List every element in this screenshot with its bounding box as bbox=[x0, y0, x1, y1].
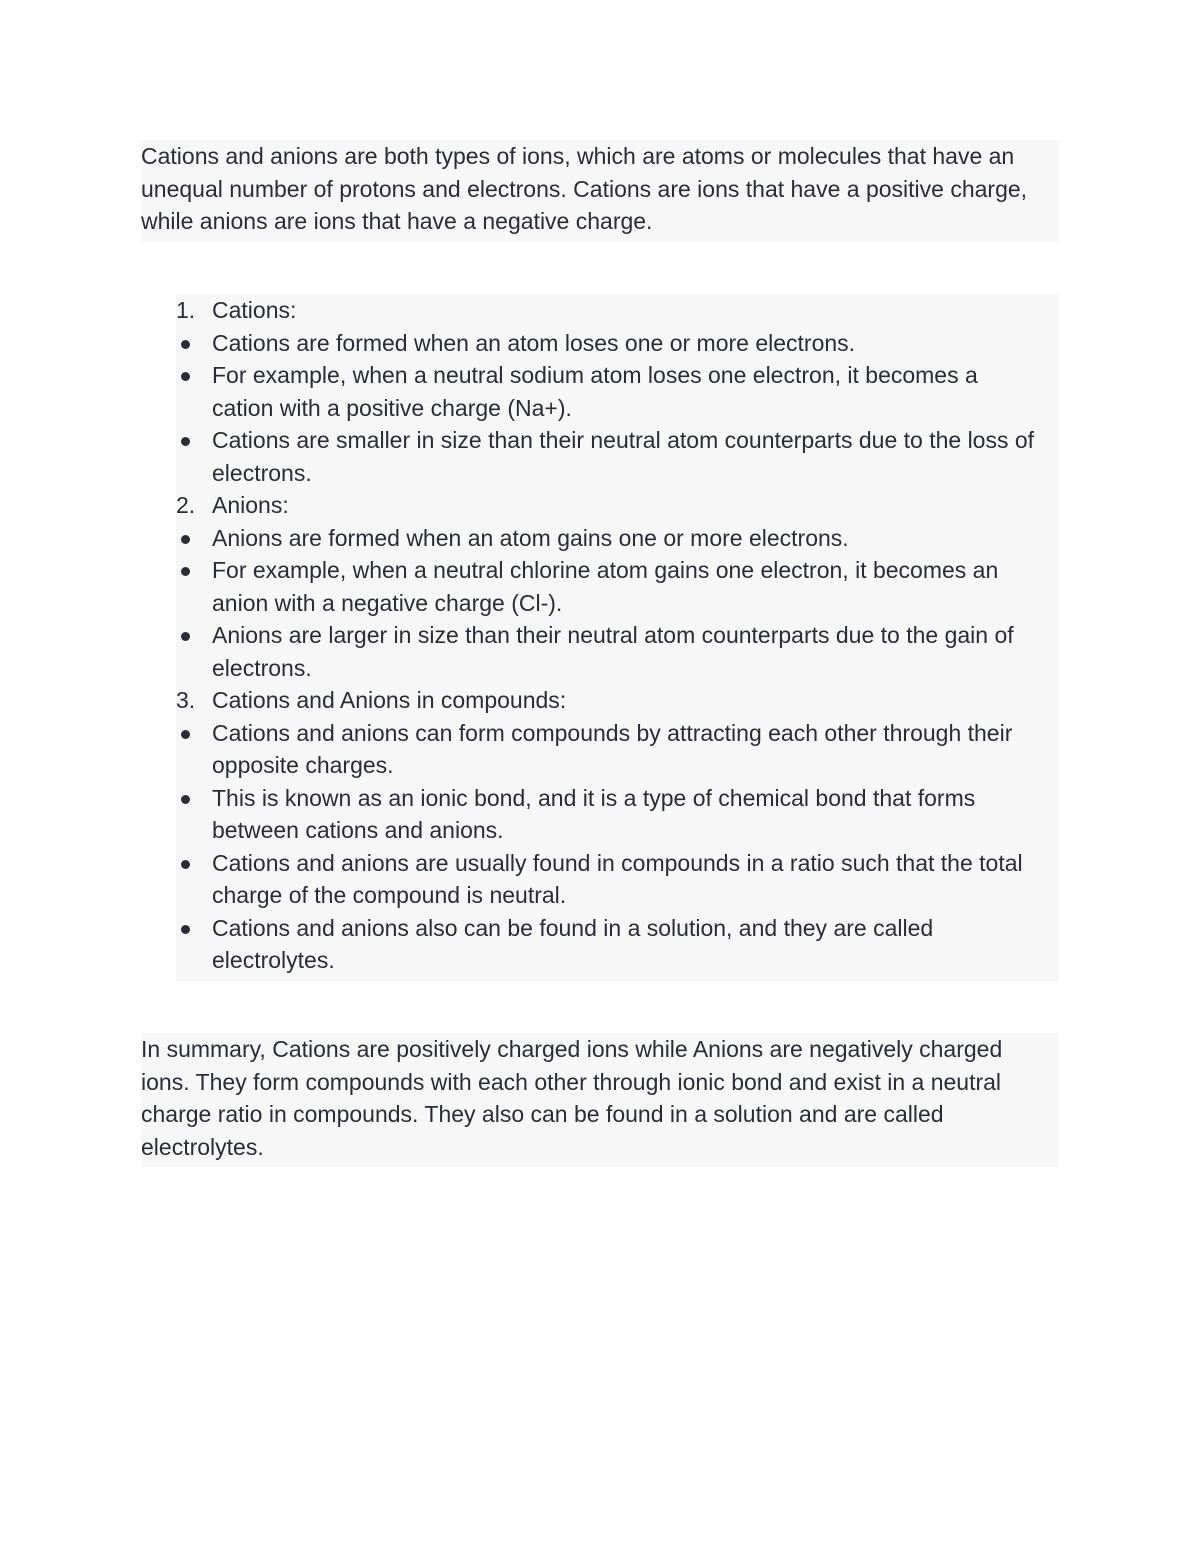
list-item bbox=[176, 522, 1059, 555]
list-number: 2. bbox=[176, 492, 196, 518]
text-line: electrolytes. bbox=[212, 947, 335, 973]
list-item bbox=[176, 489, 1059, 522]
text-line: while anions are ions that have a negative charge. bbox=[141, 208, 653, 234]
summary-paragraph bbox=[141, 1033, 1059, 1167]
bullet-icon bbox=[181, 567, 190, 576]
text-line: electrolytes. bbox=[141, 1133, 264, 1160]
list-item bbox=[176, 847, 1059, 912]
bullet-icon bbox=[181, 632, 190, 641]
text-line: ions. They form compounds with each other through ionic bond and exist in a neutral bbox=[141, 1068, 1002, 1095]
list-item bbox=[176, 424, 1059, 489]
text-line: Cations are formed when an atom loses one or more electrons. bbox=[212, 329, 856, 356]
intro-paragraph bbox=[141, 140, 1059, 242]
bullet-icon bbox=[181, 860, 190, 869]
list-item bbox=[176, 619, 1059, 684]
text-line: electrons. bbox=[212, 654, 312, 681]
list-item bbox=[176, 294, 1059, 327]
text-line: opposite charges. bbox=[212, 752, 394, 778]
list-item bbox=[176, 912, 1059, 977]
bullet-icon bbox=[181, 925, 190, 934]
list-item bbox=[176, 554, 1059, 619]
text-line: Cations: bbox=[212, 297, 297, 323]
bullet-icon bbox=[181, 730, 190, 739]
text-line: electrons. bbox=[212, 459, 312, 486]
list-item bbox=[176, 782, 1059, 847]
text-line: Cations and anions are both types of ions, which are atoms or molecules that have an bbox=[141, 143, 1015, 169]
text-line: Anions are larger in size than their neutral atom counterparts due to the gain of bbox=[212, 622, 1014, 648]
ion-list bbox=[176, 294, 1059, 981]
text-line: For example, when a neutral chlorine atom gains one electron, it becomes an bbox=[212, 557, 999, 583]
text-line: charge of the compound is neutral. bbox=[212, 882, 567, 908]
list-item bbox=[176, 717, 1059, 782]
list-item bbox=[176, 327, 1059, 360]
text-line: unequal number of protons and electrons. Cations are ions that have a positive charge, bbox=[141, 175, 1028, 202]
text-line: anion with a negative charge (Cl-). bbox=[212, 589, 563, 616]
list-number: 1. bbox=[176, 297, 196, 323]
text-line: charge ratio in compounds. They also can be found in a solution and are called bbox=[141, 1101, 944, 1127]
text-line: Anions: bbox=[212, 492, 289, 518]
text-line: This is known as an ionic bond, and it is a type of chemical bond that forms bbox=[212, 784, 976, 811]
text-line: Cations are smaller in size than their neutral atom counterparts due to the loss of bbox=[212, 427, 1035, 453]
text-line: Cations and anions also can be found in a solution, and they are called bbox=[212, 914, 934, 941]
text-line: between cations and anions. bbox=[212, 817, 504, 843]
text-line: For example, when a neutral sodium atom loses one electron, it becomes a bbox=[212, 362, 978, 388]
bullet-icon bbox=[181, 340, 190, 349]
list-item bbox=[176, 684, 1059, 717]
bullet-icon bbox=[181, 437, 190, 446]
text-line: cation with a positive charge (Na+). bbox=[212, 394, 572, 421]
bullet-icon bbox=[181, 535, 190, 544]
text-line: Cations and anions are usually found in compounds in a ratio such that the total bbox=[212, 849, 1023, 876]
list-item bbox=[176, 359, 1059, 424]
text-line: In summary, Cations are positively charged ions while Anions are negatively charged bbox=[141, 1036, 1003, 1062]
bullet-icon bbox=[181, 372, 190, 381]
bullet-icon bbox=[181, 795, 190, 804]
text-line: Anions are formed when an atom gains one or more electrons. bbox=[212, 524, 849, 551]
text-line: Cations and anions can form compounds by attracting each other through their bbox=[212, 719, 1013, 746]
text-line: Cations and Anions in compounds: bbox=[212, 687, 567, 713]
list-number: 3. bbox=[176, 687, 196, 713]
